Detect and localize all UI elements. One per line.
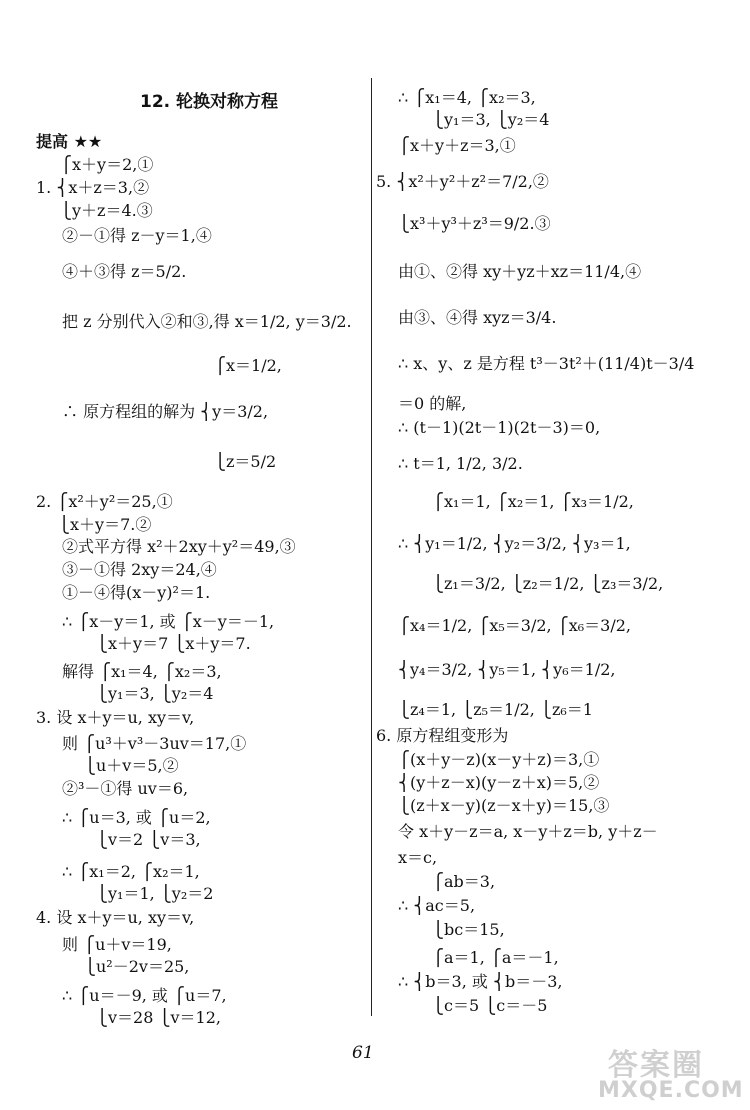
left-line: ⎩v＝2 ⎩v＝3,: [96, 830, 201, 849]
left-line: ⎩u²－2v＝25,: [84, 957, 190, 976]
right-line: ⎩c＝5 ⎩c＝－5: [432, 996, 548, 1015]
right-line: 由①、②得 xy＋yz＋xz＝11/4,④: [398, 262, 642, 281]
left-line: ③－①得 2xy＝24,④: [62, 560, 217, 579]
left-line: ④＋③得 z＝5/2.: [62, 262, 187, 281]
left-line: ∴ ⎧x－y＝1, 或 ⎧x－y＝－1,: [62, 612, 275, 631]
right-line: ⎧x₁＝1, ⎧x₂＝1, ⎧x₃＝1/2,: [432, 492, 634, 511]
right-line: ∴ ⎨b＝3, 或 ⎨b＝－3,: [398, 972, 563, 991]
right-line: ＝0 的解,: [398, 394, 467, 413]
left-line: ∴ ⎧u＝3, 或 ⎧u＝2,: [62, 808, 211, 827]
left-line: ⎩x＋y＝7 ⎩x＋y＝7.: [96, 634, 251, 653]
right-line: ∴ ⎨ac＝5,: [398, 896, 476, 915]
left-line: 2. ⎧x²＋y²＝25,①: [36, 492, 173, 511]
right-line: 6. 原方程组变形为: [376, 726, 509, 745]
left-line: 3. 设 x＋y＝u, xy＝v,: [36, 708, 195, 727]
right-line: ⎨y₄＝3/2, ⎨y₅＝1, ⎨y₆＝1/2,: [398, 660, 616, 679]
right-line: ⎩y₁＝3, ⎩y₂＝4: [432, 110, 550, 129]
right-line: ⎨(y＋z－x)(y－z＋x)＝5,②: [398, 773, 600, 792]
right-line: ∴ (t－1)(2t－1)(2t－3)＝0,: [398, 418, 601, 437]
right-line: ⎩bc＝15,: [432, 920, 505, 939]
watermark-logo: [590, 1040, 744, 1105]
left-line: ⎩v＝28 ⎩v＝12,: [96, 1008, 221, 1027]
left-line: ⎧x＋y＝2,①: [60, 155, 154, 174]
right-line: 5. ⎨x²＋y²＋z²＝7/2,②: [376, 172, 549, 191]
left-line: ①－④得(x－y)²＝1.: [62, 583, 211, 602]
left-line: 4. 设 x＋y＝u, xy＝v,: [36, 908, 195, 927]
right-line: ⎧(x＋y－z)(x－y＋z)＝3,①: [398, 750, 600, 769]
left-line: ⎩y₁＝1, ⎩y₂＝2: [96, 884, 214, 903]
watermark-line2: MXQE.COM: [598, 1078, 744, 1103]
left-line: 则 ⎧u³＋v³－3uv＝17,①: [62, 734, 247, 753]
left-line: 则 ⎧u＋v＝19,: [62, 935, 172, 954]
left-line: ②式平方得 x²＋2xy＋y²＝49,③: [62, 537, 296, 556]
right-line: ∴ ⎧x₁＝4, ⎧x₂＝3,: [398, 88, 536, 107]
right-line: 由③、④得 xyz＝3/4.: [398, 308, 557, 327]
right-line: 令 x＋y－z＝a, x－y＋z＝b, y＋z－: [398, 822, 658, 841]
left-line: ⎧x＝1/2,: [214, 356, 282, 375]
column-divider: [371, 78, 372, 1016]
left-line: ②－①得 z－y＝1,④: [62, 226, 212, 245]
left-line: ②³－①得 uv＝6,: [62, 779, 189, 798]
right-line: ⎩z₄＝1, ⎩z₅＝1/2, ⎩z₆＝1: [398, 700, 593, 719]
watermark-line1: 答案圈: [608, 1048, 704, 1083]
right-line: ∴ x、y、z 是方程 t³－3t²＋(11/4)t－3/4: [398, 354, 695, 373]
right-line: x＝c,: [398, 848, 438, 867]
left-line: 把 z 分别代入②和③,得 x＝1/2, y＝3/2.: [62, 312, 352, 331]
left-line: ⎩z＝5/2: [214, 452, 277, 471]
left-line: 1. ⎨x＋z＝3,②: [36, 178, 150, 197]
left-line: ∴ 原方程组的解为 ⎨y＝3/2,: [62, 402, 269, 421]
left-line: ∴ ⎧x₁＝2, ⎧x₂＝1,: [62, 862, 200, 881]
right-line: ⎩x³＋y³＋z³＝9/2.③: [398, 214, 551, 233]
right-line: ⎩z₁＝3/2, ⎩z₂＝1/2, ⎩z₃＝3/2,: [432, 574, 664, 593]
left-line: ⎩u＋v＝5,②: [84, 756, 179, 775]
right-line: ∴ ⎨y₁＝1/2, ⎨y₂＝3/2, ⎨y₃＝1,: [398, 534, 631, 553]
right-line: ⎧ab＝3,: [432, 872, 496, 891]
left-line: ⎩y₁＝3, ⎩y₂＝4: [96, 684, 214, 703]
left-line: ⎩y＋z＝4.③: [60, 201, 153, 220]
right-line: ⎧x₄＝1/2, ⎧x₅＝3/2, ⎧x₆＝3/2,: [398, 616, 631, 635]
left-line: ⎩x＋y＝7.②: [58, 515, 152, 534]
right-line: ⎩(z＋x－y)(z－x＋y)＝15,③: [398, 796, 610, 815]
left-line: ∴ ⎧u＝－9, 或 ⎧u＝7,: [62, 986, 227, 1005]
left-line: 解得 ⎧x₁＝4, ⎧x₂＝3,: [62, 662, 222, 681]
right-line: ⎧x＋y＋z＝3,①: [398, 136, 516, 155]
right-line: ⎧a＝1, ⎧a＝－1,: [432, 948, 559, 967]
section-heading: 提高 ★★: [36, 132, 103, 151]
right-line: ∴ t＝1, 1/2, 3/2.: [398, 454, 523, 473]
page-title: 12. 轮换对称方程: [140, 92, 279, 112]
page-number: 61: [352, 1043, 374, 1063]
